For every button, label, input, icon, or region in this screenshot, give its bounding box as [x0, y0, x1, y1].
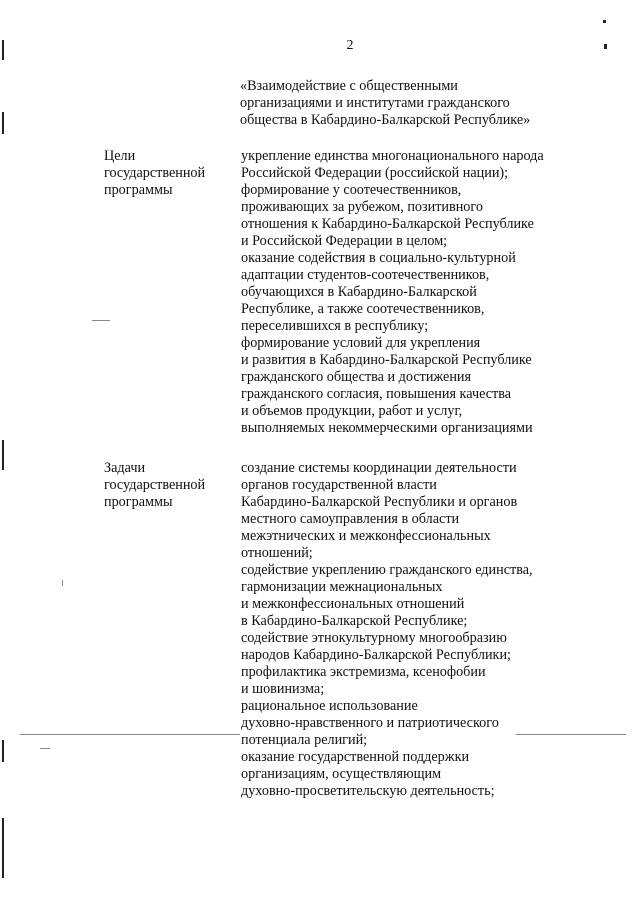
title-line: «Взаимодействие с общественными: [240, 78, 458, 94]
goals-line: формирование условий для укрепления: [241, 335, 481, 351]
program-title: [240, 78, 620, 129]
title-line: общества в Кабардино-Балкарской Республике»: [240, 112, 531, 128]
tasks-line: рациональное использование: [241, 698, 418, 714]
goals-line: гражданского согласия, повышения качества: [241, 386, 512, 402]
page-number: 2: [346, 38, 354, 53]
goals-line: оказание содействия в социально-культурной: [241, 250, 516, 266]
tasks-line: народов Кабардино-Балкарской Республики;: [241, 647, 511, 663]
goals-line: проживающих за рубежом, позитивного: [241, 199, 483, 215]
tasks-label-line: Задачи: [104, 460, 146, 476]
tasks-line: органов государственной власти: [241, 477, 437, 493]
scan-edge-mark: [2, 440, 4, 470]
goals-line: обучающихся в Кабардино-Балкарской: [241, 284, 477, 300]
scan-edge-mark: [2, 818, 4, 878]
scan-line: [20, 734, 240, 735]
tasks-line: духовно-нравственного и патриотического: [241, 715, 499, 731]
scan-line: [40, 748, 50, 749]
scan-edge-mark: [2, 740, 4, 762]
goals-line: и развития в Кабардино-Балкарской Республике: [241, 352, 532, 368]
tasks-line: и межконфессиональных отношений: [241, 596, 465, 612]
title-line: организациями и институтами гражданского: [240, 95, 510, 111]
scan-smudge: [92, 320, 110, 321]
tasks-line: профилактика экстремизма, ксенофобии: [241, 664, 486, 680]
goals-label: [104, 148, 234, 199]
tasks-line: создание системы координации деятельности: [241, 460, 517, 476]
goals-line: формирование у соотечественников,: [241, 182, 462, 198]
goals-text: [241, 148, 631, 437]
tasks-line: содействие этнокультурному многообразию: [241, 630, 507, 646]
goals-line: Российской Федерации (российской нации);: [241, 165, 509, 181]
scan-edge-mark: [2, 40, 4, 60]
tasks-line: оказание государственной поддержки: [241, 749, 470, 765]
goals-line: и Российской Федерации в целом;: [241, 233, 448, 249]
goals-line: отношения к Кабардино-Балкарской Республике: [241, 216, 534, 232]
goals-line: и объемов продукции, работ и услуг,: [241, 403, 463, 419]
goals-line: переселившихся в республику;: [241, 318, 429, 334]
tasks-label-line: государственной: [104, 477, 206, 493]
goals-line: Республике, а также соотечественников,: [241, 301, 485, 317]
tasks-line: организациям, осуществляющим: [241, 766, 442, 782]
tasks-line: Кабардино-Балкарской Республики и органов: [241, 494, 518, 510]
tasks-line: межэтнических и межконфессиональных: [241, 528, 491, 544]
tasks-line: местного самоуправления в области: [241, 511, 460, 527]
tasks-line: духовно-просветительскую деятельность;: [241, 783, 495, 799]
scan-edge-mark: [2, 112, 4, 134]
goals-line: адаптации студентов-соотечественников,: [241, 267, 490, 283]
goals-line: укрепление единства многонационального народа: [241, 148, 544, 164]
tasks-label: [104, 460, 234, 511]
scan-dot: [603, 20, 606, 23]
tasks-label-line: программы: [104, 494, 173, 510]
goals-label-line: государственной: [104, 165, 206, 181]
goals-line: выполняемых некоммерческими организациями: [241, 420, 533, 436]
scan-line: [516, 734, 626, 735]
tasks-line: отношений;: [241, 545, 313, 561]
goals-label-line: программы: [104, 182, 173, 198]
goals-label-line: Цели: [104, 148, 136, 164]
tasks-line: гармонизации межнациональных: [241, 579, 443, 595]
goals-line: гражданского общества и достижения: [241, 369, 472, 385]
tasks-line: потенциала религий;: [241, 732, 368, 748]
tasks-line: и шовинизма;: [241, 681, 325, 697]
tasks-line: содействие укреплению гражданского единства,: [241, 562, 533, 578]
scan-smudge: [62, 580, 63, 586]
tasks-text: [241, 460, 631, 800]
tasks-line: в Кабардино-Балкарской Республике;: [241, 613, 468, 629]
scan-dot: [604, 44, 607, 49]
